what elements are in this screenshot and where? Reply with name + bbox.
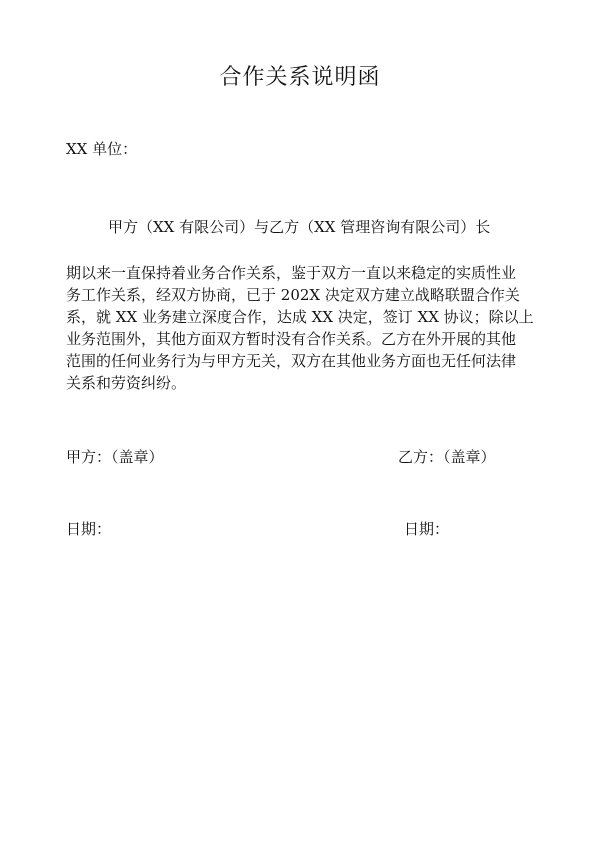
body-line: 期以来一直保持着业务合作关系，鉴于双方一直以来稳定的实质性业 <box>66 264 517 282</box>
body-line: 务工作关系，经双方协商，已于 202X 决定双方建立战略联盟合作关 <box>66 286 520 304</box>
party-a-seal-label: 甲方：（盖章） <box>66 448 164 466</box>
document-title: 合作关系说明函 <box>219 65 381 90</box>
body-paragraph <box>66 262 538 394</box>
party-b-date-label: 日期： <box>404 520 450 538</box>
body-line: 业务范围外，其他方面双方暂时没有合作关系。乙方在外开展的其他 <box>66 330 517 348</box>
body-line: 关系和劳资纠纷。 <box>66 374 187 392</box>
body-line: 范围的任何业务行为与甲方无关，双方在其他业务方面也无任何法律 <box>66 352 517 370</box>
body-line: 系，就 XX 业务建立深度合作，达成 XX 决定，签订 XX 协议；除以上 <box>66 308 534 326</box>
addressee-line: XX 单位： <box>66 140 138 158</box>
body-first-line: 甲方（XX 有限公司）与乙方（XX 管理咨询有限公司）长 <box>108 218 491 236</box>
party-a-date-label: 日期： <box>66 520 112 538</box>
party-b-seal-label: 乙方：（盖章） <box>398 448 496 466</box>
